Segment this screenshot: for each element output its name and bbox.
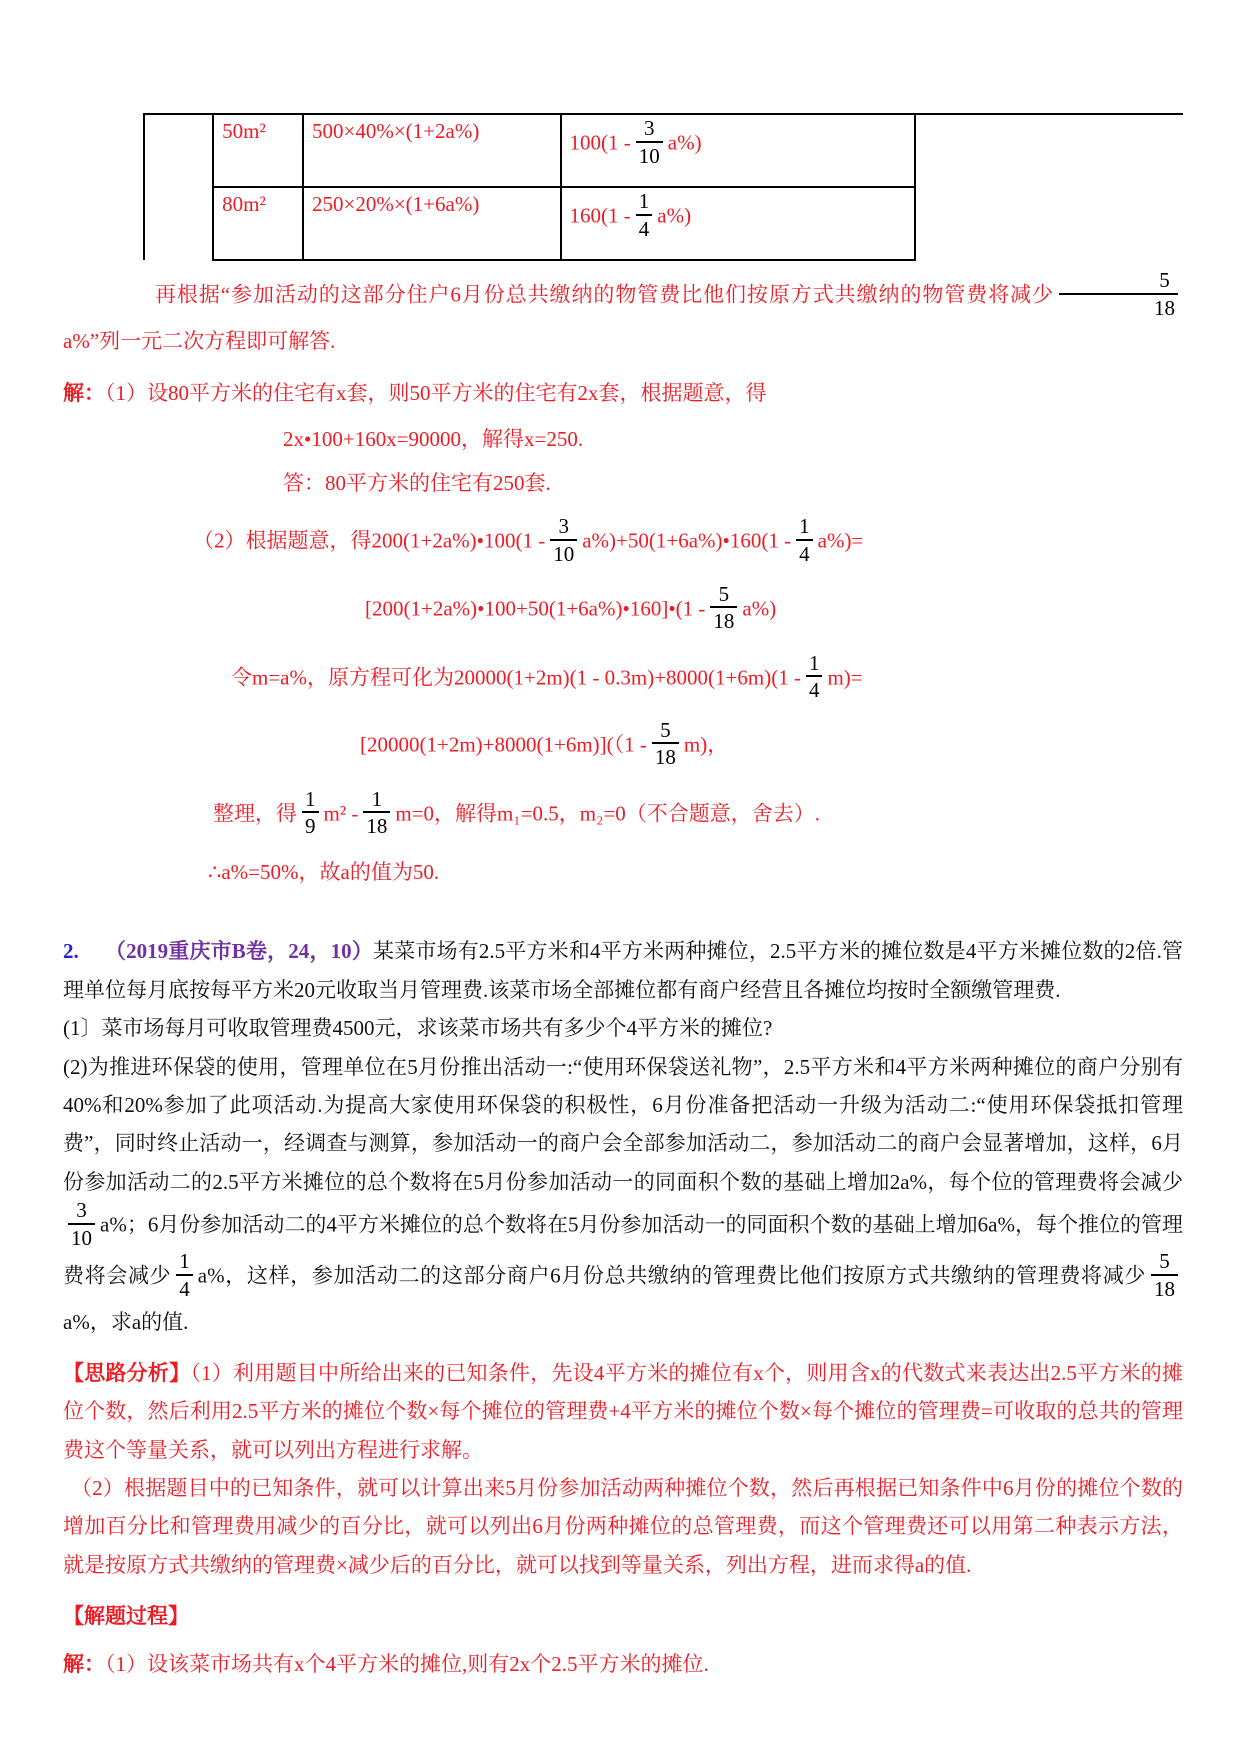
eq-text: [200(1+2a%)•100+50(1+6a%)•160]•(1 - [365,595,706,620]
fraction-denominator: 4 [638,216,650,241]
solution2-line4 [360,717,1183,772]
eq-text: a%) [742,595,777,620]
analysis-label: 【思路分析】 [63,1360,191,1385]
solution1-answer [283,468,1183,500]
eq-text: m)， [683,731,729,756]
fraction-numerator: 3 [550,515,577,541]
eq-text: （2）根据题意，得200(1+2a%)•100(1 - [193,528,546,553]
analysis-paragraph2 [63,1469,1183,1584]
fraction-numerator: 3 [68,1199,95,1225]
fraction [550,515,577,566]
question2-text: a%；6月份参加活动二的4平方米摊位的总个数将在5月份参加活动一的同面积个数的基础上增加6a%，每个推位的管理费将会减少 [63,1212,1183,1288]
equation-text: 2x•100+160x=90000，解得x=250. [283,427,584,452]
solution2-line5 [213,786,1183,841]
question2-text: a%，求a的值. [63,1310,189,1335]
setup-text: （1）设80平方米的住宅有x套，则50平方米的住宅有2x套，根据题意，得 [105,380,767,405]
fraction-numerator: 5 [1151,1250,1178,1276]
problem2-question1 [63,1009,1183,1047]
analysis-paragraph1 [63,1354,1183,1469]
process-label-text: 【解题过程】 [63,1604,189,1629]
table-cell-area-50 [213,114,303,187]
result-post: a%) [667,130,702,155]
conclusion-text: ∴a%=50%，故a的值为50. [208,859,440,884]
expr-text: 250×20%×(1+6a%) [312,192,480,216]
analysis-text1: （1）利用题目中所给出来的已知条件，先设4平方米的摊位有x个，则用含x的代数式来表达出2.5平方米的摊位个数，然后利用2.5平方米的摊位个数×每个摊位的管理费+4平方米的摊位个数×每个摊位的管理费=可收取的总共的管理费这个等量关系，就可以列出方程进行求解。 [63,1360,1184,1462]
fraction [652,719,679,770]
solution2-line3 [231,650,1183,705]
table-cell-empty-right [915,114,1183,260]
fraction [176,1250,193,1301]
solution2-line1 [193,514,1183,568]
fraction [363,788,390,839]
fraction-denominator: 9 [305,814,316,839]
fraction-denominator: 4 [808,678,820,703]
process-line1 [63,1646,1183,1684]
process-line1-text: （1）设该菜市场共有x个4平方米的摊位,则有2x个2.5平方米的摊位. [105,1652,709,1677]
fraction [302,788,319,839]
fraction-numerator: 1 [796,515,813,541]
table-cell-area-80 [213,187,303,260]
problem2-question2 [63,1048,1183,1342]
solution2-conclusion [208,855,1183,891]
question2-text: a%，这样，参加活动二的这部分商户6月份总共缴纳的管理费比他们按原方式共缴纳的管理费将减少 [197,1263,1147,1288]
table-row [144,114,1183,187]
fraction [710,583,737,634]
problem-intro: 某菜市场有2.5平方米和4平方米两种摊位，2.5平方米的摊位数是4平方米摊位数的2倍.管理单位每月底按每平方米20元收取当月管理费.该菜市场全部摊位都有商户经营且各摊位均按时全额缴管理费. [63,939,1184,1002]
eq-text: 整理，得 [213,800,297,825]
fraction-numerator: 1 [806,652,823,678]
eq-text: m² - [323,800,359,825]
eq-text: a%)= [817,528,864,553]
fraction [806,652,823,703]
table-cell-expr-80 [303,187,561,260]
fraction [636,190,653,241]
solution2-line2 [365,581,1183,636]
solution1-setup [63,377,1183,411]
problem-number: 2. [63,939,79,964]
note-text-post: a%”列一元二次方程即可解答. [63,329,336,354]
eq-text: m=0，解得m₁=0.5，m₂=0（不合题意，舍去）. [395,800,821,825]
answer-text: 答：80平方米的住宅有250套. [283,470,551,495]
eq-text: [20000(1+2m)+8000(1+6m)](（1 - [360,731,647,756]
fraction-numerator: 1 [636,190,653,216]
fraction [1059,269,1178,320]
activity-table [143,113,1183,261]
fraction-denominator: 10 [71,1225,92,1250]
problem2-statement [63,932,1183,1009]
process-label [63,1598,1183,1636]
area-label: 50m² [222,119,266,143]
result-pre: 160(1 - [569,203,631,228]
analysis-note [63,268,1183,361]
fraction-numerator: 1 [176,1250,193,1276]
fraction-denominator: 18 [654,745,676,770]
question2-text: (2)为推进环保袋的使用，管理单位在5月份推出活动一:“使用环保袋送礼物”，2.5平方米和4平方米两种摊位的商户分别有40%和20%参加了此项活动.为提高大家使用环保袋的积极性，6月份准备把活动一升级为活动二:“使用环保袋抵扣管理费”，同时终止活动一，经调查与测算，参加活动一的商户会全部参加活动二，参加活动二的商户会显著增加，这样，6月份参加活动二的2.5平方米摊位的总个数将在5月份参加活动一的同面积个数的基础上增加2a%，每个位的管理费将会减少 [63,1054,1183,1194]
fraction [1151,1250,1178,1301]
note-text: 再根据“参加活动的这部分住户6月份总共缴纳的物管费比他们按原方式共缴纳的物管费将减少 [155,282,1054,307]
table-cell-result-50 [561,114,915,187]
jie-label: 解： [63,380,105,405]
fraction-denominator: 4 [799,541,810,566]
fraction-numerator: 1 [363,788,390,814]
fraction-denominator: 18 [713,609,735,634]
table-cell-result-80 [561,187,915,260]
eq-text: 令m=a%，原方程可化为20000(1+2m)(1 - 0.3m)+8000(1+6m)(1 - [231,664,801,689]
fraction-denominator: 10 [553,541,575,566]
table-cell-expr-50 [303,114,561,187]
table-cell-empty-left [144,114,213,260]
result-pre: 100(1 - [569,130,631,155]
solution1-equation [283,424,1183,456]
fraction-denominator: 10 [638,143,660,168]
problem-source: （2019重庆市B卷，24，10） [104,939,374,964]
eq-text: m)= [827,664,863,689]
eq-text: a%)+50(1+6a%)•160(1 - [582,528,792,553]
fraction-denominator: 4 [179,1276,190,1301]
fraction-numerator: 1 [302,788,319,814]
question1-text: (1〕菜市场每月可收取管理费4500元，求该菜市场共有多少个4平方米的摊位? [63,1016,773,1041]
fraction-numerator: 3 [636,117,663,143]
fraction-denominator: 18 [1154,1276,1176,1301]
fraction [68,1199,95,1250]
analysis-text2: （2）根据题目中的已知条件，就可以计算出来5月份参加活动两种摊位个数，然后再根据已知条件中6月份的摊位个数的增加百分比和管理费用减少的百分比，就可以列出6月份两种摊位的总管理费，而这个管理费还可以用第二种表示方法，就是按原方式共缴纳的管理费×减少后的百分比，就可以找到等量关系，列出方程，进而求得a的值. [63,1476,1183,1577]
fraction-numerator: 5 [1059,269,1178,295]
fraction-numerator: 5 [652,719,679,745]
fraction [796,515,813,566]
fraction-numerator: 5 [710,583,737,609]
fraction [636,117,663,168]
result-post: a%) [657,203,692,228]
area-label: 80m² [222,192,266,216]
expr-text: 500×40%×(1+2a%) [312,119,480,143]
fraction-denominator: 18 [366,814,388,839]
fraction-denominator: 18 [1154,295,1175,320]
jie-label: 解： [63,1652,105,1677]
